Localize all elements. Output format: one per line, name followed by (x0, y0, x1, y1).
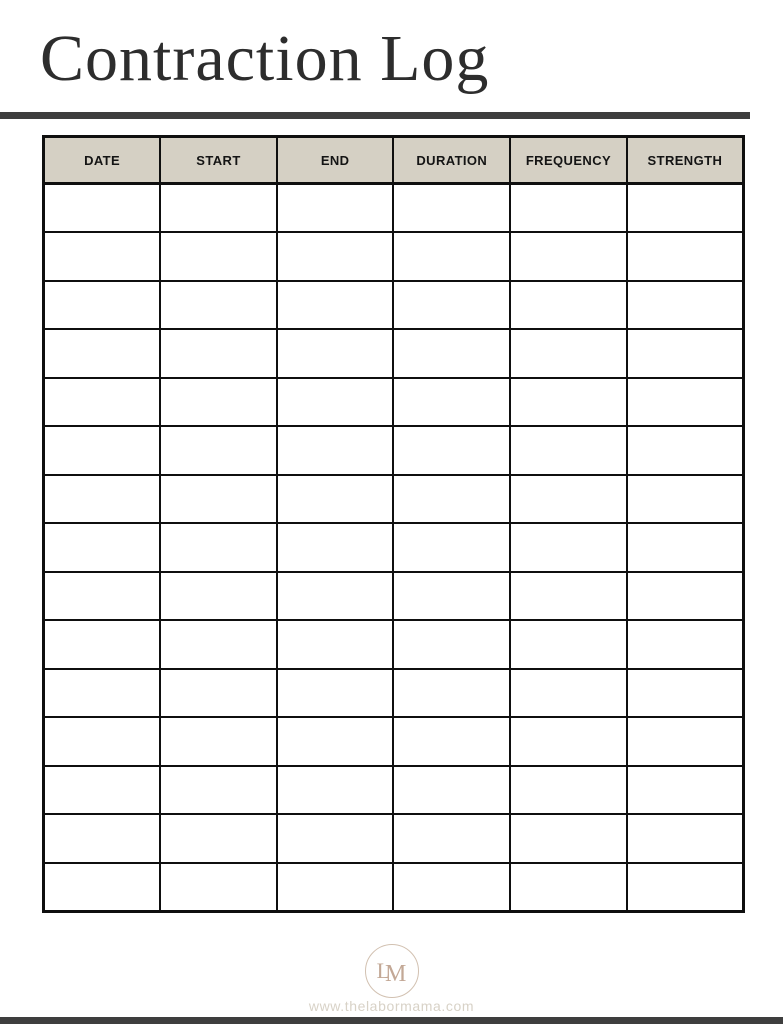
column-header-date: DATE (44, 137, 161, 184)
table-cell-date[interactable] (44, 475, 161, 524)
table-cell-date[interactable] (44, 717, 161, 766)
table-cell-strength[interactable] (627, 620, 744, 669)
page-title: Contraction Log (40, 22, 490, 95)
table-row (44, 475, 744, 524)
table-cell-strength[interactable] (627, 475, 744, 524)
table-cell-end[interactable] (277, 620, 394, 669)
table-cell-strength[interactable] (627, 232, 744, 281)
table-cell-start[interactable] (160, 814, 277, 863)
table-row (44, 329, 744, 378)
table-cell-date[interactable] (44, 426, 161, 475)
table-cell-start[interactable] (160, 863, 277, 912)
column-header-frequency: FREQUENCY (510, 137, 627, 184)
table-cell-start[interactable] (160, 475, 277, 524)
table-cell-frequency[interactable] (510, 814, 627, 863)
table-cell-duration[interactable] (393, 572, 510, 621)
table-cell-strength[interactable] (627, 281, 744, 330)
table-cell-end[interactable] (277, 814, 394, 863)
table-cell-duration[interactable] (393, 717, 510, 766)
table-cell-date[interactable] (44, 620, 161, 669)
title-underline-rule (0, 112, 750, 119)
table-cell-date[interactable] (44, 523, 161, 572)
table-cell-frequency[interactable] (510, 572, 627, 621)
logo-monogram (377, 958, 407, 985)
table-cell-date[interactable] (44, 814, 161, 863)
table-cell-end[interactable] (277, 378, 394, 427)
table-cell-duration[interactable] (393, 232, 510, 281)
table-row (44, 620, 744, 669)
table-cell-duration[interactable] (393, 475, 510, 524)
table-cell-frequency[interactable] (510, 329, 627, 378)
table-cell-strength[interactable] (627, 378, 744, 427)
table-cell-duration[interactable] (393, 184, 510, 233)
table-cell-start[interactable] (160, 669, 277, 718)
table-cell-start[interactable] (160, 572, 277, 621)
table-row (44, 426, 744, 475)
table-cell-strength[interactable] (627, 669, 744, 718)
table-body (44, 184, 744, 912)
column-header-end: END (277, 137, 394, 184)
logo-letter-l: L (376, 957, 386, 983)
table-header (44, 137, 744, 184)
table-cell-strength[interactable] (627, 426, 744, 475)
column-header-strength: STRENGTH (627, 137, 744, 184)
table-cell-frequency[interactable] (510, 863, 627, 912)
table-cell-end[interactable] (277, 426, 394, 475)
table-cell-frequency[interactable] (510, 523, 627, 572)
table-cell-end[interactable] (277, 669, 394, 718)
table-cell-end[interactable] (277, 184, 394, 233)
table-header-row (44, 137, 744, 184)
table-cell-date[interactable] (44, 572, 161, 621)
table-row (44, 814, 744, 863)
table-cell-strength[interactable] (627, 717, 744, 766)
table-cell-end[interactable] (277, 281, 394, 330)
table-cell-end[interactable] (277, 863, 394, 912)
table-cell-date[interactable] (44, 184, 161, 233)
table-cell-end[interactable] (277, 717, 394, 766)
table-row (44, 669, 744, 718)
table-cell-end[interactable] (277, 329, 394, 378)
table-cell-date[interactable] (44, 378, 161, 427)
table-cell-frequency[interactable] (510, 669, 627, 718)
table-cell-date[interactable] (44, 863, 161, 912)
table-cell-date[interactable] (44, 329, 161, 378)
table-cell-duration[interactable] (393, 378, 510, 427)
table-row (44, 281, 744, 330)
table-cell-start[interactable] (160, 766, 277, 815)
table-cell-end[interactable] (277, 232, 394, 281)
table-cell-strength[interactable] (627, 766, 744, 815)
table-row (44, 523, 744, 572)
brand-logo (365, 944, 419, 998)
table-cell-frequency[interactable] (510, 620, 627, 669)
contraction-log-table (42, 135, 745, 913)
table-cell-start[interactable] (160, 281, 277, 330)
table-cell-frequency[interactable] (510, 281, 627, 330)
table-cell-start[interactable] (160, 329, 277, 378)
table-row (44, 184, 744, 233)
table-cell-frequency[interactable] (510, 378, 627, 427)
table-cell-end[interactable] (277, 523, 394, 572)
table-row (44, 766, 744, 815)
table-cell-frequency[interactable] (510, 717, 627, 766)
table-cell-start[interactable] (160, 426, 277, 475)
table-cell-start[interactable] (160, 184, 277, 233)
table-row (44, 378, 744, 427)
table-cell-duration[interactable] (393, 281, 510, 330)
table-cell-duration[interactable] (393, 329, 510, 378)
table-cell-frequency[interactable] (510, 232, 627, 281)
table-cell-strength[interactable] (627, 863, 744, 912)
table-cell-strength[interactable] (627, 329, 744, 378)
table-cell-end[interactable] (277, 572, 394, 621)
table-cell-end[interactable] (277, 475, 394, 524)
table-row (44, 232, 744, 281)
table-cell-start[interactable] (160, 620, 277, 669)
table-cell-strength[interactable] (627, 572, 744, 621)
logo-letter-m: M (385, 960, 402, 987)
footer-bar (0, 1017, 783, 1024)
table-cell-duration[interactable] (393, 814, 510, 863)
table-cell-end[interactable] (277, 766, 394, 815)
table-cell-start[interactable] (160, 378, 277, 427)
table-cell-duration[interactable] (393, 863, 510, 912)
table-cell-date[interactable] (44, 766, 161, 815)
table-row (44, 717, 744, 766)
table-cell-frequency[interactable] (510, 426, 627, 475)
table-cell-strength[interactable] (627, 523, 744, 572)
table-cell-duration[interactable] (393, 620, 510, 669)
table-cell-date[interactable] (44, 281, 161, 330)
table-cell-start[interactable] (160, 717, 277, 766)
table-cell-start[interactable] (160, 523, 277, 572)
table-cell-frequency[interactable] (510, 475, 627, 524)
table-cell-strength[interactable] (627, 184, 744, 233)
table-cell-duration[interactable] (393, 669, 510, 718)
table-cell-frequency[interactable] (510, 184, 627, 233)
column-header-start: START (160, 137, 277, 184)
table-cell-date[interactable] (44, 232, 161, 281)
column-header-duration: DURATION (393, 137, 510, 184)
table-cell-start[interactable] (160, 232, 277, 281)
table-cell-strength[interactable] (627, 814, 744, 863)
website-link[interactable]: www.thelabormama.com (308, 998, 475, 1014)
table-cell-date[interactable] (44, 669, 161, 718)
table-cell-duration[interactable] (393, 766, 510, 815)
table-row (44, 863, 744, 912)
table-cell-frequency[interactable] (510, 766, 627, 815)
table-row (44, 572, 744, 621)
table-cell-duration[interactable] (393, 523, 510, 572)
table-cell-duration[interactable] (393, 426, 510, 475)
